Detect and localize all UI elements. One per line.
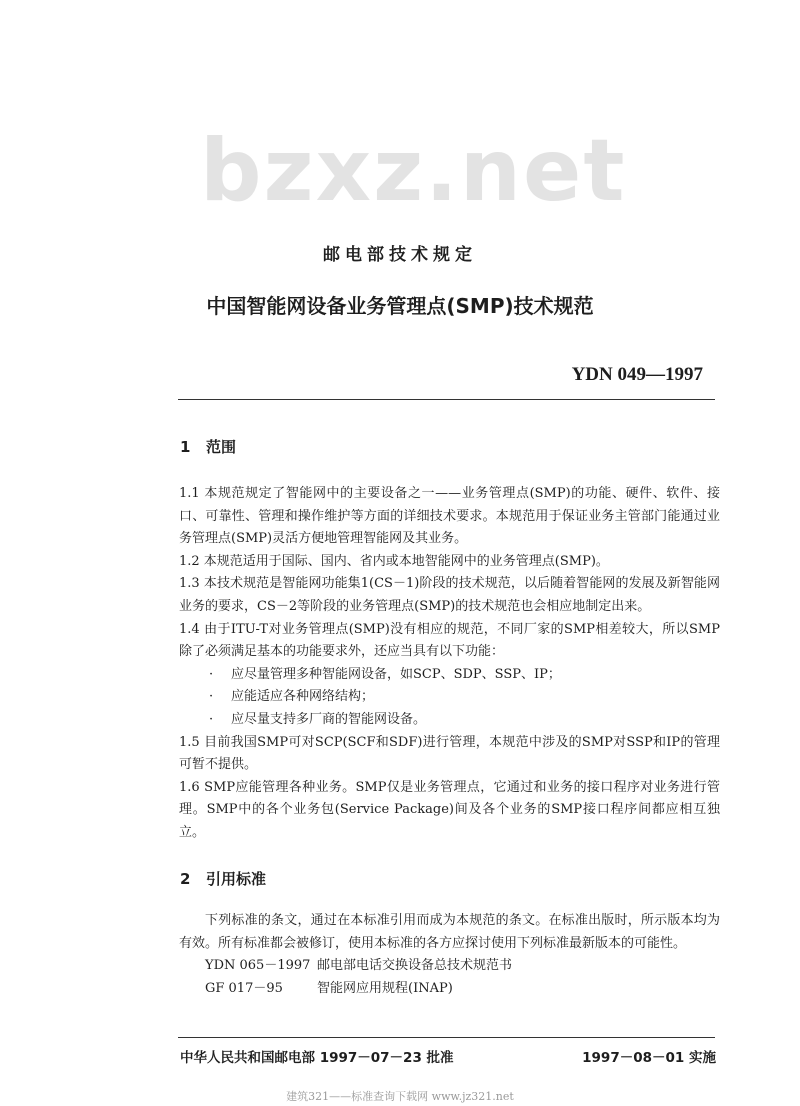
section-2-body [179, 910, 720, 1000]
reference-row [179, 955, 720, 978]
approval-date: 中华人民共和国邮电部 1997－07－23 批准 [180, 1050, 454, 1066]
issuing-department: 邮电部技术规定 [323, 245, 477, 265]
clause-1-4: 1.4 由于ITU-T对业务管理点(SMP)没有相应的规范，不同厂家的SMP相差较大，所以SMP除了必须满足基本的功能要求外，还应当具有以下功能： [179, 621, 720, 660]
references-intro: 下列标准的条文，通过在本标准引用而成为本规范的条文。在标准出版时，所示版本均为有效。所有标准都会被修订，使用本标准的各方应探讨使用下列标准最新版本的可能性。 [179, 913, 720, 951]
clause-1-5: 1.5 目前我国SMP可对SCP(SCF和SDF)进行管理，本规范中涉及的SMP对SSP和IP的管理可暂不提供。 [179, 734, 720, 773]
clause-1-6: 1.6 SMP应能管理各种业务。SMP仅是业务管理点，它通过和业务的接口程序对业务进行管理。SMP中的各个业务包(Service Package)间及各个业务的SMP接口程序间都应相互独立。 [179, 779, 720, 840]
reference-title: 邮电部电话交换设备总技术规范书 [317, 958, 513, 974]
header-divider [178, 399, 715, 400]
reference-code: YDN 065－1997 [205, 958, 311, 974]
clause-1-3: 1.3 本技术规范是智能网功能集1(CS－1)阶段的技术规范，以后随着智能网的发展及新智能网业务的要求，CS－2等阶段的业务管理点(SMP)的技术规范也会相应地制定出来。 [179, 576, 720, 614]
standard-code: YDN 049—1997 [571, 364, 703, 385]
reference-code: GF 017－95 [205, 980, 283, 996]
watermark-text: bzxz.net [200, 121, 627, 221]
list-item [179, 709, 720, 732]
clause-1-1: 1.1 本规范规定了智能网中的主要设备之一——业务管理点(SMP)的功能、硬件、软件、接口、可靠性、管理和操作维护等方面的详细技术要求。本规范用于保证业务主管部门能通过业务管理点(SMP)灵活方便地管理智能网及其业务。 [179, 486, 720, 547]
bullet-text: 应尽量支持多厂商的智能网设备。 [231, 711, 427, 727]
bullet-text: 应能适应各种网络结构； [231, 689, 375, 705]
section-1-body [179, 483, 720, 845]
section-2-number: 2 [180, 870, 191, 888]
section-1-number: 1 [180, 438, 191, 456]
bullet-mark: · [209, 689, 214, 705]
site-watermark-line: 建筑321——标准查询下载网 www.jz321.net [286, 1090, 514, 1103]
footer-divider [178, 1037, 715, 1038]
section-2-title: 引用标准 [206, 870, 267, 888]
list-item [179, 664, 720, 687]
reference-title: 智能网应用规程(INAP) [317, 980, 453, 996]
section-1-heading [180, 436, 236, 457]
document-title: 中国智能网设备业务管理点(SMP)技术规范 [206, 294, 594, 318]
section-2-heading [180, 868, 266, 889]
clause-1-2: 1.2 本规范适用于国际、国内、省内或本地智能网中的业务管理点(SMP)。 [179, 553, 609, 569]
reference-row [179, 978, 720, 1001]
list-item [179, 686, 720, 709]
bullet-mark: · [209, 711, 214, 727]
bullet-mark: · [209, 666, 214, 682]
bullet-text: 应尽量管理多种智能网设备，如SCP、SDP、SSP、IP； [231, 666, 561, 682]
section-1-title: 范围 [206, 438, 237, 456]
effective-date: 1997－08－01 实施 [582, 1050, 716, 1066]
